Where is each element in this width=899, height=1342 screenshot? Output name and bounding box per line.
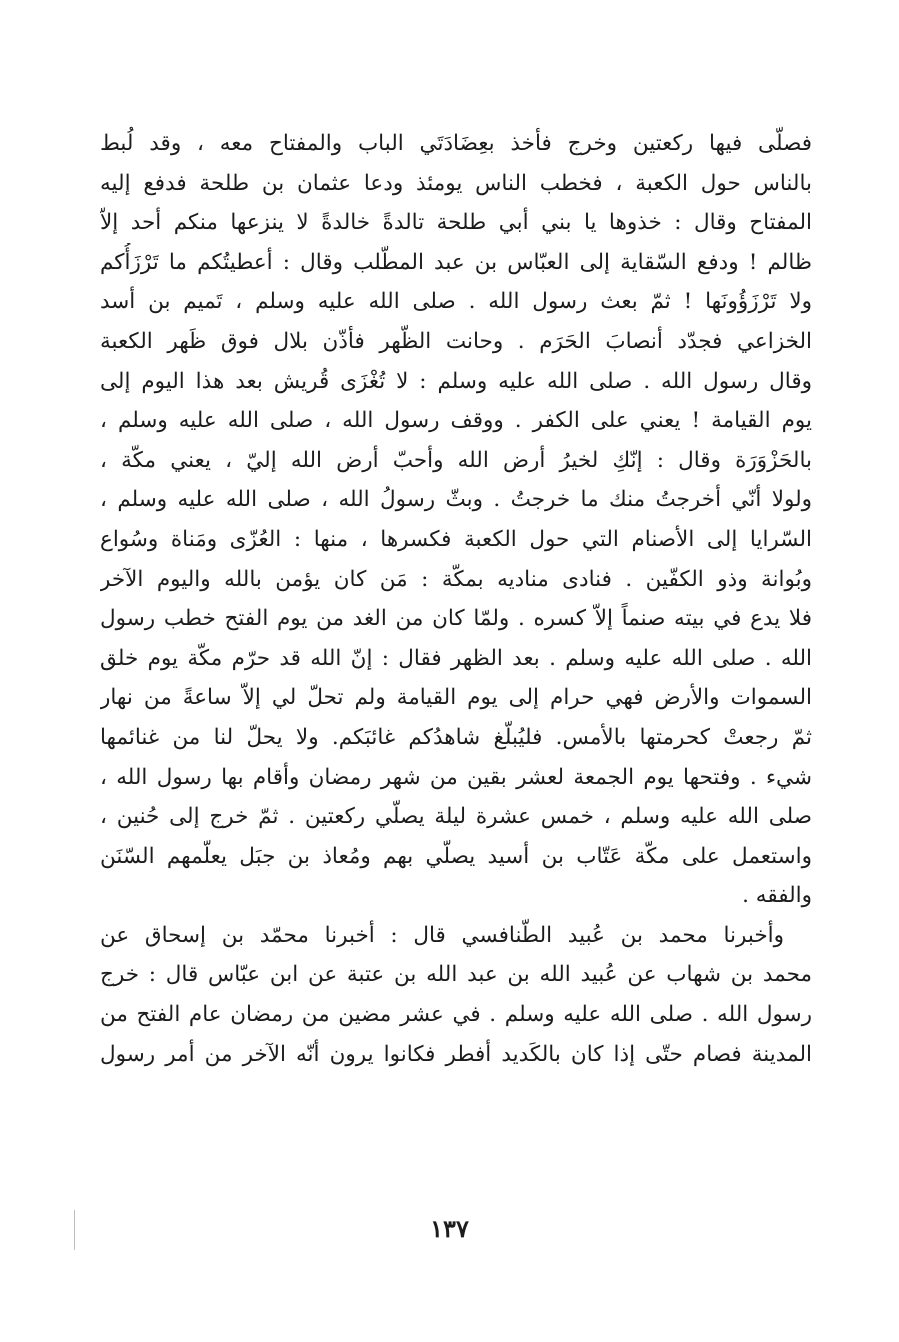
text-line: الله . صلى الله عليه وسلم . بعد الظهر فقال : إنّ الله قد حرّم مكّة يوم خلق <box>100 645 812 671</box>
text-line: المفتاح وقال : خذوها يا بني أبي طلحة تالدةً خالدةً لا ينزعها منكم أحد إلاّ <box>100 210 812 236</box>
paragraph-1 <box>100 124 812 916</box>
text-line: وبُوانة وذو الكفّين . فنادى مناديه بمكّة : مَن كان يؤمن بالله واليوم الآخر <box>100 566 812 592</box>
text-line: فلا يدع في بيته صنماً إلاّ كسره . ولمّا كان من الغد من يوم الفتح خطب رسول <box>100 606 812 632</box>
paragraph-2 <box>100 916 812 1074</box>
text-line: ولولا أنّي أخرجتُ منك ما خرجتُ . وبثّ رسولُ الله ، صلى الله عليه وسلم ، <box>100 487 812 513</box>
text-line: صلى الله عليه وسلم ، خمس عشرة ليلة يصلّي ركعتين . ثمّ خرج إلى حُنين ، <box>100 804 812 830</box>
binding-mark <box>74 1210 75 1250</box>
text-line: واستعمل على مكّة عَتّاب بن أسيد يصلّي بهم ومُعاذ بن جبَل يعلّمهم السّنَن <box>100 843 812 869</box>
text-line: رسول الله . صلى الله عليه وسلم . في عشر مضين من رمضان عام الفتح من <box>100 1002 812 1028</box>
text-line: بالحَزْوَرَة وقال : إنّكِ لخيرُ أرض الله وأحبّ أرض الله إليّ ، يعني مكّة ، <box>100 447 812 473</box>
text-line: بالناس حول الكعبة ، فخطب الناس يومئذ ودعا عثمان بن طلحة فدفع إليه <box>100 170 812 196</box>
body-text <box>100 124 812 1074</box>
text-line: المدينة فصام حتّى إذا كان بالكَديد أفطر فكانوا يرون أنّه الآخر من أمر رسول <box>100 1041 812 1067</box>
text-line: ثمّ رجعتْ كحرمتها بالأمس. فليُبلّغ شاهدُكم غائبَكم. ولا يحلّ لنا من غنائمها <box>100 724 812 750</box>
text-line: وأخبرنا محمد بن عُبيد الطّنافسي قال : أخبرنا محمّد بن إسحاق عن <box>100 922 784 948</box>
text-line: يوم القيامة ! يعني على الكفر . ووقف رسول الله ، صلى الله عليه وسلم ، <box>100 408 812 434</box>
text-line: السّرايا إلى الأصنام التي حول الكعبة فكسرها ، منها : العُزّى ومَناة وسُواع <box>100 526 812 552</box>
text-line: محمد بن شهاب عن عُبيد الله بن عبد الله بن عتبة عن ابن عبّاس قال : خرج <box>100 962 812 988</box>
text-line: شيء . وفتحها يوم الجمعة لعشر بقين من شهر رمضان وأقام بها رسول الله ، <box>100 764 812 790</box>
text-line: والفقه . <box>742 883 812 909</box>
text-line: وقال رسول الله . صلى الله عليه وسلم : لا تُغْزَى قُريش بعد هذا اليوم إلى <box>100 368 812 394</box>
page-number: ١٣٧ <box>430 1214 469 1243</box>
text-line: الخزاعي فجدّد أنصابَ الحَرَم . وحانت الظّهر فأذّن بلال فوق ظَهر الكعبة <box>100 328 812 354</box>
text-line: فصلّى فيها ركعتين وخرج فأخذ بعِضَادَتَي الباب والمفتاح معه ، وقد لُبط <box>100 131 812 156</box>
text-line: السموات والأرض فهي حرام إلى يوم القيامة ولم تحلّ لي إلاّ ساعةً من نهار <box>100 685 812 711</box>
text-line: ظالم ! ودفع السّقاية إلى العبّاس بن عبد المطّلب وقال : أعطيتُكم ما تَرْزَأُكم <box>100 249 812 275</box>
text-line: ولا تَرْزَؤُونَها ! ثمّ بعث رسول الله . صلى الله عليه وسلم ، تَميم بن أسد <box>100 289 812 315</box>
